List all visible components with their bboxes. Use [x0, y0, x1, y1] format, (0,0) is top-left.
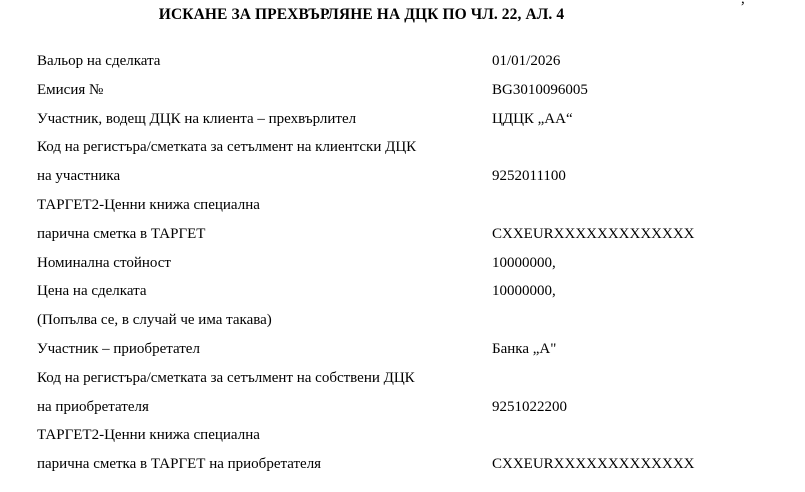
corner-mark: [741, 0, 745, 8]
field-label: Код на регистъра/сметката за сетълмент на клиентски ДЦК: [37, 139, 417, 156]
field-row-acquirer-target-account: [0, 450, 805, 479]
field-label: Номинална стойност: [37, 254, 171, 271]
field-row-acquirer-code: [0, 393, 805, 422]
field-row-transferor: [0, 105, 805, 134]
field-label: ТАРГЕТ2-Ценни книжа специална: [37, 196, 260, 213]
field-row-target-account: [0, 220, 805, 249]
field-value: 9252011100: [492, 168, 566, 185]
field-label: на приобретателя: [37, 398, 149, 415]
field-row-price-note: [0, 306, 805, 335]
field-label: ТАРГЕТ2-Ценни книжа специална: [37, 427, 260, 444]
field-value: 01/01/2026: [492, 53, 561, 69]
field-value: 9251022200: [492, 398, 567, 415]
document-title: ИСКАНЕ ЗА ПРЕХВЪРЛЯНЕ НА ДЦК ПО ЧЛ. 22, АЛ. 4: [158, 6, 565, 23]
field-row-issue: [0, 76, 805, 105]
field-label: Вальор на сделката: [37, 53, 161, 69]
field-value: 10000000,: [492, 254, 556, 271]
field-value: 10000000,: [492, 283, 556, 300]
field-label: парична сметка в ТАРГЕТ: [37, 225, 206, 242]
field-label: парична сметка в ТАРГЕТ на приобретателя: [37, 456, 322, 473]
field-label: Цена на сделката: [37, 283, 147, 300]
field-label: (Попълва се, в случай че има такава): [37, 312, 272, 329]
field-label: Участник, водещ ДЦК на клиента – прехвърлител: [37, 110, 357, 127]
field-row-client-register-code: [0, 133, 805, 162]
field-row-participant: [0, 162, 805, 191]
field-value: ЦДЦК „АА“: [492, 110, 573, 127]
field-label: Участник – приобретател: [37, 340, 200, 357]
field-row-own-register-code: [0, 364, 805, 393]
field-value: CXXEURXXXXXXXXXXXXX: [492, 225, 695, 242]
field-row-value-date: [0, 47, 805, 76]
field-list: [0, 47, 805, 479]
field-value: Банка „А": [492, 340, 557, 357]
field-value: BG3010096005: [492, 81, 588, 98]
field-value: CXXEURXXXXXXXXXXXXX: [492, 456, 695, 473]
field-row-target2-heading: [0, 191, 805, 220]
field-label: на участника: [37, 168, 121, 185]
field-row-acquirer-target2-heading: [0, 421, 805, 450]
field-row-acquirer: [0, 335, 805, 364]
field-row-deal-price: [0, 277, 805, 306]
field-label: Код на регистъра/сметката за сетълмент на собствени ДЦК: [37, 369, 415, 386]
field-row-nominal-value: [0, 249, 805, 278]
field-label: Емисия №: [37, 81, 104, 98]
